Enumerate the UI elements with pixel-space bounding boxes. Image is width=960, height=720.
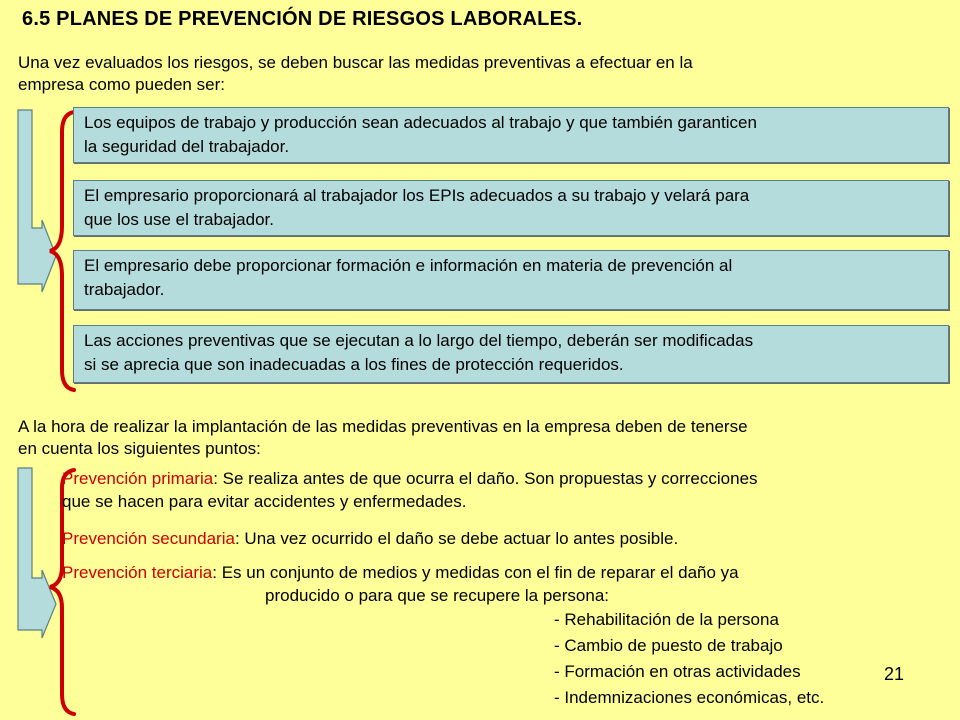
primary-prevention-sep: : xyxy=(213,469,218,488)
measure-2-line-1: El empresario proporcionará al trabajador los EPIs adecuados a su trabajo y velará para xyxy=(84,186,750,205)
measure-4-line-1: Las acciones preventivas que se ejecutan a lo largo del tiempo, deberán ser modificadas xyxy=(84,331,754,350)
measure-box-2 xyxy=(73,180,949,236)
intro-line-2: empresa como pueden ser: xyxy=(18,75,225,94)
measure-4-line-2: si se aprecia que son inadecuadas a los fines de protección requeridos. xyxy=(84,355,624,374)
implementation-line-2: en cuenta los siguientes puntos: xyxy=(18,439,261,458)
secondary-prevention-term: Prevención secundaria xyxy=(62,529,235,548)
tertiary-item-1: - Rehabilitación de la persona xyxy=(554,610,779,629)
measures-arrow-icon xyxy=(18,110,56,292)
tertiary-prevention-term: Prevención terciaria xyxy=(62,563,213,582)
tertiary-prevention xyxy=(62,561,739,584)
measure-box-3 xyxy=(73,250,949,310)
measure-3-line-2: trabajador. xyxy=(84,280,165,299)
tertiary-item-2: - Cambio de puesto de trabajo xyxy=(554,636,783,655)
primary-prevention-text-1: Se realiza antes de que ocurra el daño. Son propuestas y correcciones xyxy=(217,469,758,488)
primary-prevention-text-2: que se hacen para evitar accidentes y enfermedades. xyxy=(62,492,467,511)
intro-line-1: Una vez evaluados los riesgos, se deben buscar las medidas preventivas a efectuar en la xyxy=(18,53,693,72)
secondary-prevention-text: Una vez ocurrido el daño se debe actuar lo antes posible. xyxy=(239,529,679,548)
implementation-line-1: A la hora de realizar la implantación de las medidas preventivas en la empresa deben de tenerse xyxy=(18,417,748,436)
measure-3-line-1: El empresario debe proporcionar formación e información en materia de prevención al xyxy=(84,256,733,275)
implementation-paragraph xyxy=(18,416,748,460)
measure-box-4 xyxy=(73,325,949,383)
measure-2-line-2: que los use el trabajador. xyxy=(84,210,274,229)
page-number: 21 xyxy=(884,664,905,684)
primary-prevention xyxy=(62,467,758,513)
intro-paragraph xyxy=(18,52,693,96)
primary-prevention-term: Prevención primaria xyxy=(62,469,214,488)
tertiary-item-4: - Indemnizaciones económicas, etc. xyxy=(554,688,825,707)
measure-1-line-1: Los equipos de trabajo y producción sean adecuados al trabajo y que también garanticen xyxy=(84,113,757,132)
tertiary-prevention-sep: : xyxy=(212,563,217,582)
secondary-prevention-sep: : xyxy=(234,529,240,548)
measures-brace-icon xyxy=(50,112,74,390)
page-title: 6.5 PLANES DE PREVENCIÓN DE RIESGOS LABORALES. xyxy=(22,8,583,30)
tertiary-prevention-text-2: producido o para que se recupere la persona: xyxy=(265,586,610,605)
measure-box-1 xyxy=(73,107,949,163)
tertiary-prevention-text-1: Es un conjunto de medios y medidas con el fin de reparar el daño ya xyxy=(216,563,739,582)
secondary-prevention xyxy=(62,527,678,550)
tertiary-item-3: - Formación en otras actividades xyxy=(554,662,801,681)
prevention-arrow-icon xyxy=(18,468,56,638)
measure-1-line-2: la seguridad del trabajador. xyxy=(84,137,290,156)
